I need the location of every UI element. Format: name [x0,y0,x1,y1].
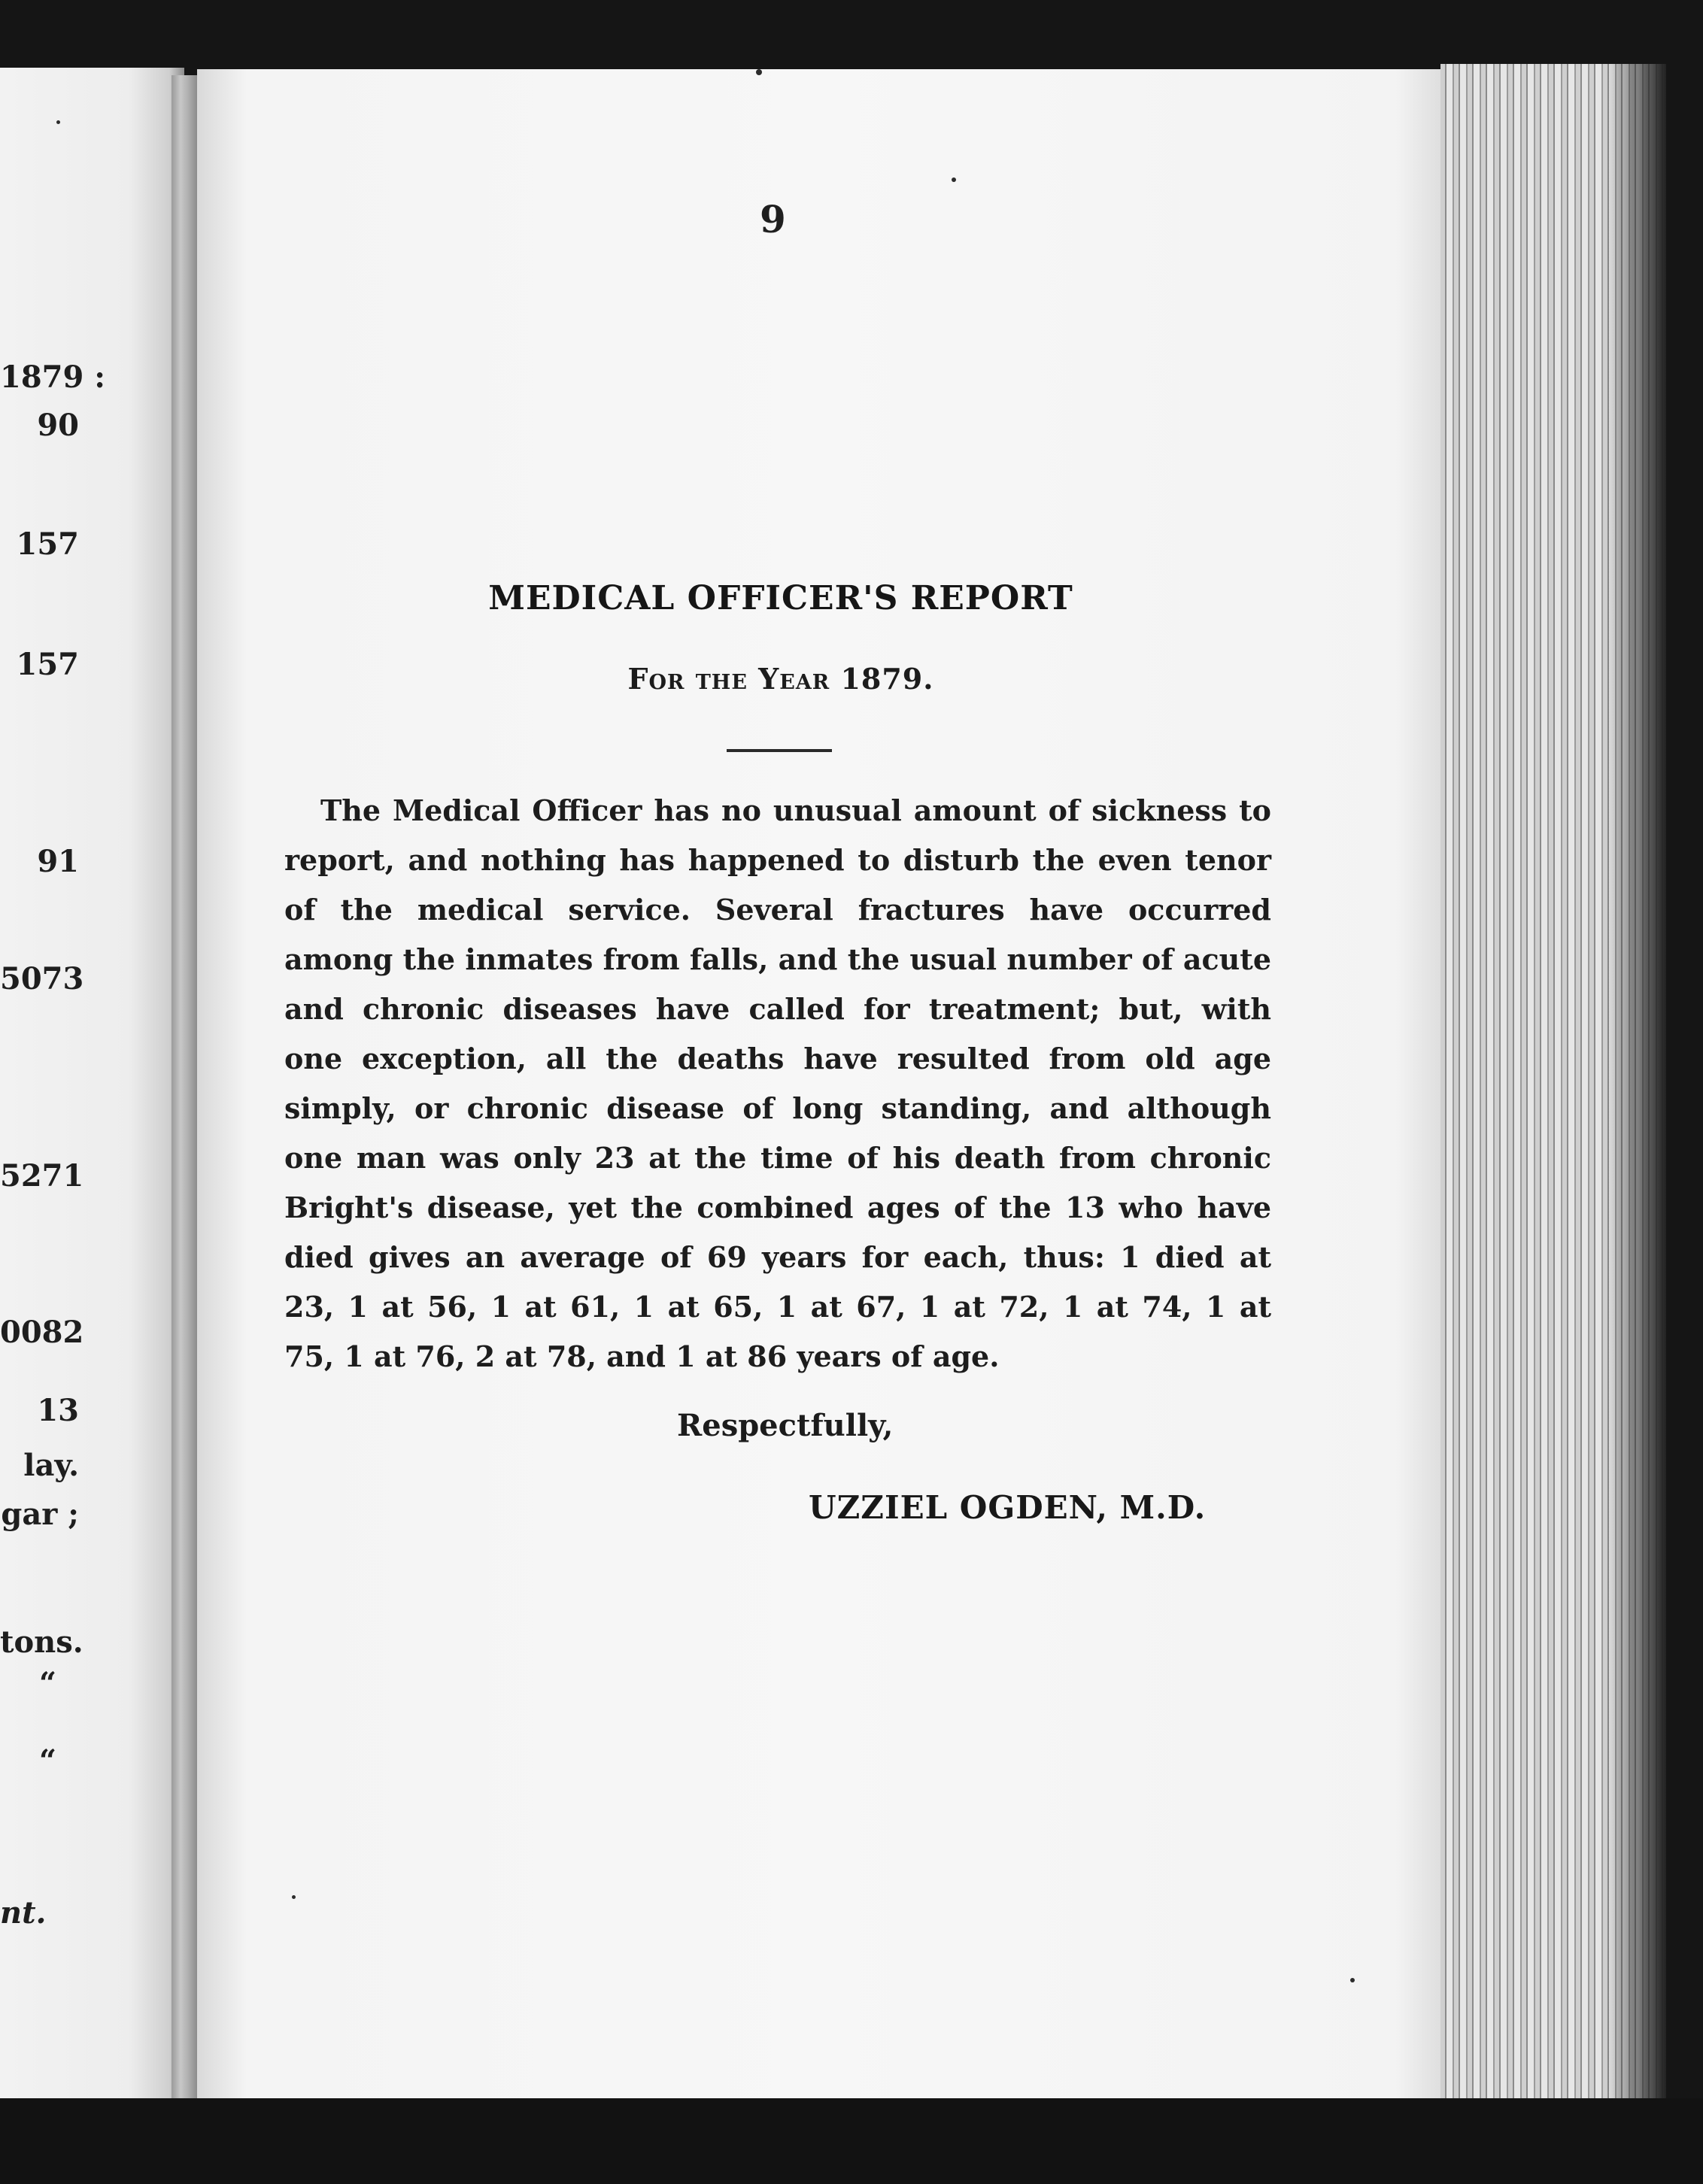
body-line: report, and nothing has happened to disturb the even tenor [284,843,1271,877]
left-fragment: lay. [23,1448,79,1483]
left-fragment: nt. [0,1895,47,1931]
scan-speck [1350,1978,1355,1982]
left-fragment: 91 [37,844,79,879]
left-fragment: 157 [16,647,79,682]
page-edges [1440,64,1666,2106]
body-line: 75, 1 at 76, 2 at 78, and 1 at 86 years of age. [284,1339,1000,1373]
left-fragment: 0082 [0,1315,84,1350]
scan-speck [56,120,60,124]
left-fragment: 90 [37,408,79,443]
left-fragment: 5073 [0,961,84,996]
left-fragment: “ [38,1743,56,1779]
scan-speck [292,1895,296,1899]
body-line: Bright's disease, yet the combined ages of the 13 who have [284,1191,1271,1224]
body-line: The Medical Officer has no unusual amount of sickness to [320,793,1271,827]
bottom-shadow [0,2098,1703,2184]
left-fragment: gar ; [1,1497,79,1532]
body-line: simply, or chronic disease of long standing, and although [284,1091,1271,1125]
body-line: among the inmates from falls, and the usual number of acute [284,942,1271,976]
closing-salutation: Respectfully, [677,1408,894,1443]
title-rule [727,749,832,752]
body-line: died gives an average of 69 years for each, thus: 1 died at [284,1240,1271,1274]
body-line: 23, 1 at 56, 1 at 61, 1 at 65, 1 at 67, 1 at 72, 1 at 74, 1 at [284,1290,1271,1324]
left-fragment: 5271 [0,1158,84,1194]
page-number: 9 [760,197,786,241]
body-line: one exception, all the deaths have resulted from old age [284,1042,1271,1075]
scan-speck [952,177,956,182]
report-subtitle: For the Year 1879. [627,662,934,696]
left-fragment: 13 [37,1393,79,1428]
left-fragment: 157 [16,526,79,562]
body-line: of the medical service. Several fractures have occurred [284,893,1271,927]
report-body [284,786,1271,1382]
body-line: and chronic diseases have called for treatment; but, with [284,992,1271,1026]
left-fragment: 1879 : [0,359,106,395]
report-title: MEDICAL OFFICER'S REPORT [488,579,1073,617]
body-line: one man was only 23 at the time of his death from chronic [284,1141,1271,1175]
scan-speck [756,69,762,75]
left-fragment: “ [38,1666,56,1701]
left-fragment: tons. [0,1624,83,1660]
signature: UZZIEL OGDEN, M.D. [809,1489,1207,1526]
